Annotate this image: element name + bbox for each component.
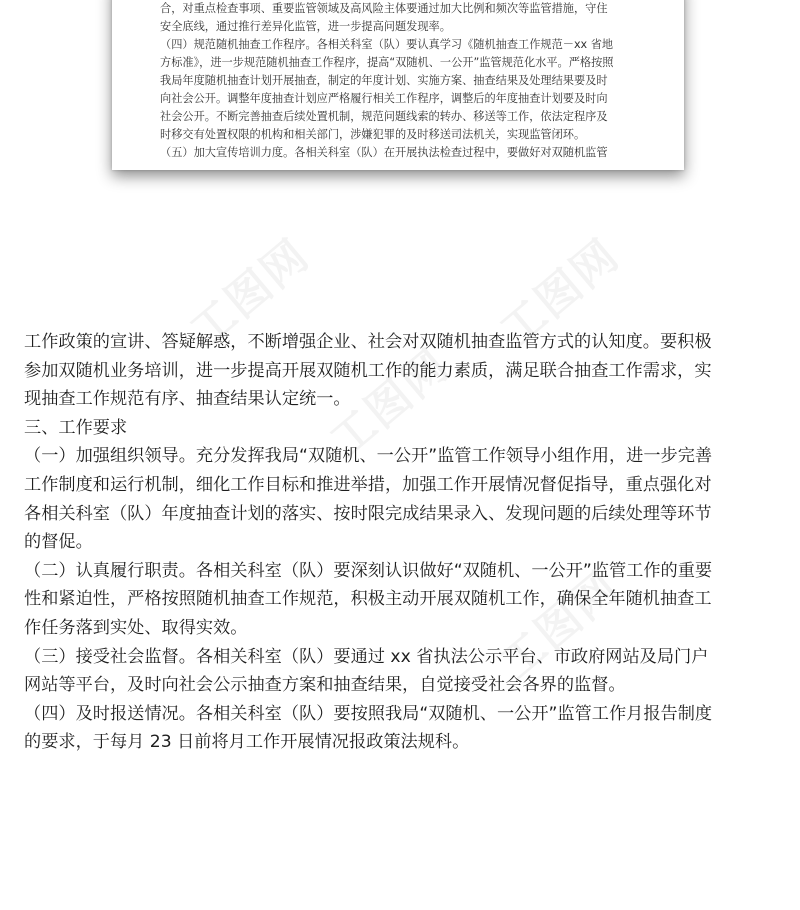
section-heading: 三、工作要求 xyxy=(24,417,128,438)
body-line: 的要求，于每月 23 日前将月工作开展情况报政策法规科。 xyxy=(24,732,470,753)
body-line: 网站等平台，及时向社会公示抽查方案和抽查结果，自觉接受社会各界的监督。 xyxy=(24,675,626,696)
document-preview-card xyxy=(112,0,684,170)
body-line: 现抽查工作规范有序、抽查结果认定统一。 xyxy=(24,389,351,410)
body-line: 的督促。 xyxy=(24,532,93,553)
body-line: 作任务落到实处、取得实效。 xyxy=(24,617,248,638)
watermark: 工图网 xyxy=(490,561,630,690)
body-line: 性和紧迫性，严格按照随机抽查工作规范，积极主动开展双随机工作，确保全年随机抽查工 xyxy=(24,589,712,610)
body-line: （一）加强组织领导。充分发挥我局“双随机、一公开”监管工作领导小组作用，进一步完善 xyxy=(24,446,713,467)
preview-line: 安全底线，通过推行差异化监管，进一步提高问题发现率。 xyxy=(160,20,451,33)
body-line: 工作政策的宣讲、答疑解惑，不断增强企业、社会对双随机抽查监管方式的认知度。要积极 xyxy=(24,332,712,352)
preview-line: 社会公开。不断完善抽查后续处置机制，规范问题线索的转办、移送等工作，依法定程序及 xyxy=(160,110,608,123)
body-line: 参加双随机业务培训，进一步提高开展双随机工作的能力素质，满足联合抽查工作需求，实 xyxy=(24,360,712,381)
preview-line: 向社会公开。调整年度抽查计划应严格履行相关工作程序，调整后的年度抽查计划要及时向 xyxy=(160,92,608,105)
preview-line: 我局年度随机抽查计划开展抽查，制定的年度计划、实施方案、抽查结果及处理结果要及时 xyxy=(160,74,608,87)
watermark: 工图网 xyxy=(320,339,460,468)
preview-line: 时移交有处置权限的机构和相关部门，涉嫌犯罪的及时移送司法机关，实现监管闭环。 xyxy=(160,128,586,141)
body-line: （四）及时报送情况。各相关科室（队）要按照我局“双随机、一公开”监管工作月报告制度 xyxy=(24,703,713,724)
body-line: （二）认真履行职责。各相关科室（队）要深刻认识做好“双随机、一公开”监管工作的重要 xyxy=(24,560,713,581)
preview-line: （五）加大宣传培训力度。各相关科室（队）在开展执法检查过程中，要做好对双随机监管 xyxy=(160,146,608,159)
body-line: 工作制度和运行机制，细化工作目标和推进举措，加强工作开展情况督促指导，重点强化对 xyxy=(24,474,712,495)
preview-line: （四）规范随机抽查工作程序。各相关科室（队）要认真学习《随机抽查工作规范－xx 省地 xyxy=(160,38,614,51)
body-line: 各相关科室（队）年度抽查计划的落实、按时限完成结果录入、发现问题的后续处理等环节 xyxy=(24,503,712,524)
document-body xyxy=(24,328,784,757)
preview-text xyxy=(160,0,646,162)
watermark: 工图网 xyxy=(490,229,630,358)
watermark: 工图网 xyxy=(180,229,320,358)
preview-line: 方标准》，进一步规范随机抽查工作程序，提高“双随机、一公开”监管规范化水平。严格按照 xyxy=(160,56,614,69)
body-line: （三）接受社会监督。各相关科室（队）要通过 xx 省执法公示平台、市政府网站及局门户 xyxy=(24,646,709,667)
preview-line: 合，对重点检查事项、重要监管领域及高风险主体要通过加大比例和频次等监管措施，守住 xyxy=(160,2,608,15)
